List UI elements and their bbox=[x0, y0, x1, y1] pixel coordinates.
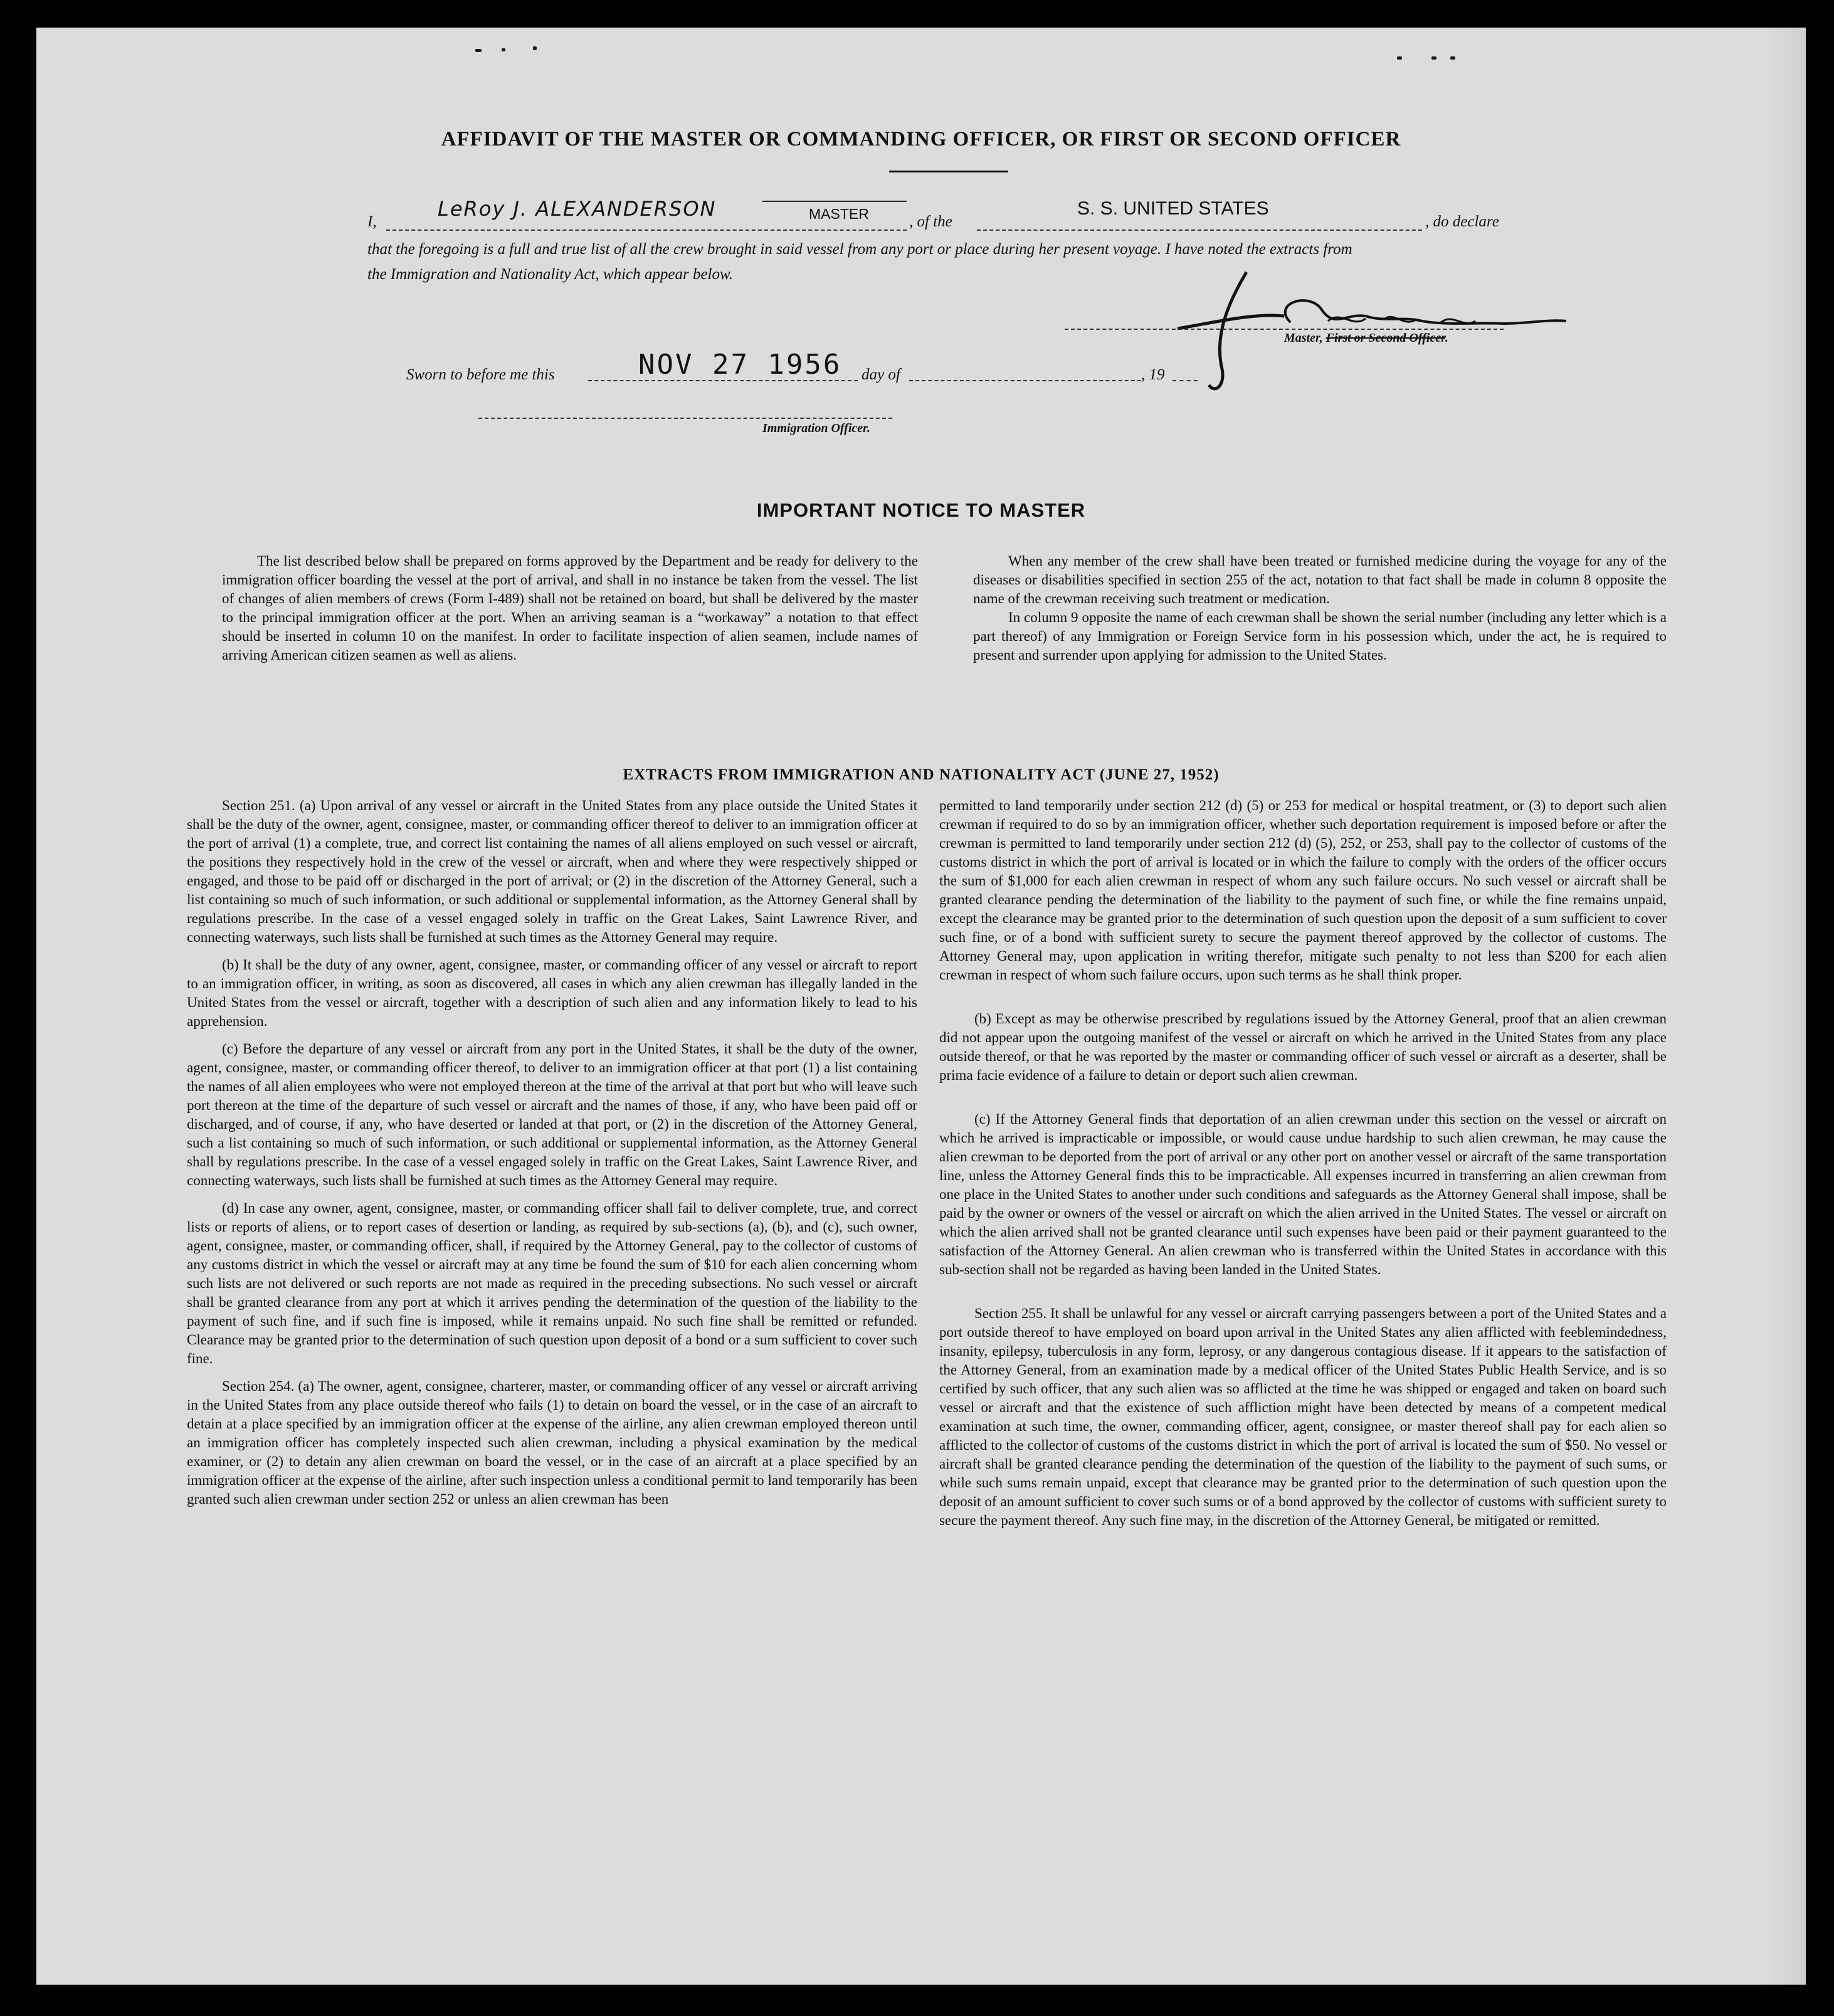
notice-right-column bbox=[973, 552, 1667, 665]
notice-right-paragraph-1: When any member of the crew shall have been treated or furnished medicine during the voyage for any of the diseases or disabilities specified in section 255 of the act, notation to that fact shall be made in column 8 opposite the name of the crewman receiving such treatment or medication. bbox=[973, 553, 1667, 606]
officer-caption: Immigration Officer. bbox=[762, 421, 870, 435]
caption-master: Master, bbox=[1284, 331, 1323, 345]
year-line bbox=[1173, 380, 1198, 381]
signature-line bbox=[1065, 329, 1504, 330]
signature-caption bbox=[1284, 331, 1448, 346]
rank-typed: MASTER bbox=[809, 206, 869, 222]
caption-end: . bbox=[1445, 331, 1448, 345]
scan-speck bbox=[502, 48, 505, 51]
date-stamp: NOV 27 1956 bbox=[638, 349, 842, 381]
section-254b: (b) Except as may be otherwise prescribed by regulations issued by the Attorney General, proof that an alien crewman did not appear upon the outgoing manifest of the vessel or aircraft on which he arrived in the United States from any place outside thereof, or that he was reported by the master or commanding officer of such vessel or aircraft as a deserter, shall be prima facie evidence of a failure to detain or deport such alien crewman. bbox=[939, 1011, 1667, 1083]
section-254a: Section 254. (a) The owner, agent, consignee, charterer, master, or commanding officer of any vessel or aircraft arriving in the United States from any place outside thereof who fails (1) to detain on board the vessel, or in the case of an aircraft to detain at a place specified by an immigration officer at the expense of the airline, any alien crewman employed thereon until an immigration officer has completely inspected such alien crewman, including a physical examination by the medical examiner, or (2) to detain any alien crewman on board the vessel, or in the case of an aircraft at a place specified by an immigration officer at the expense of the airline, after such inspection unless a conditional permit to land temporarily has been granted such alien crewman under section 252 or unless an alien crewman has been bbox=[187, 1378, 917, 1507]
section-254c: (c) If the Attorney General finds that deportation of an alien crewman under this section on the vessel or aircraft on which he arrived is impracticable or impossible, or would cause undue hardship to such alien crewman, he may cause the alien crewman to be deported from the port of arrival or any other port on another vessel or aircraft of the same transportation line, unless the Attorney General finds this to be impracticable. All expenses incurred in transferring an alien crewman from one place in the United States to another under such conditions and safeguards as the Attorney General shall impose, shall be paid by the owner or owners of the vessel or aircraft on which the alien arrived in the United States. The vessel or aircraft on which the alien arrived shall not be granted clearance until such expenses have been paid or their payment guaranteed to the satisfaction of the Attorney General. An alien crewman who is transferred within the United States in accordance with this sub-section shall not be regarded as having been landed in the United States. bbox=[939, 1111, 1667, 1277]
notice-left-column bbox=[222, 552, 918, 665]
section-251c: (c) Before the departure of any vessel or aircraft from any port in the United States, it shall be the duty of the owner, agent, consignee, master, or commanding officer thereof, to deliver to an immigration officer at that port (1) a list containing the names of all alien employees who were not employed thereon at the time of the arrival at that port but who will leave such port thereon at the time of the departure of such vessel or aircraft and the names of those, if any, who have been paid off or discharged, and of course, if any, who have deserted or landed at that port, or (2) in the discretion of the Attorney General, such a list containing so much of such information, or such additional or supplemental information, as the Attorney General shall by regulations prescribe. In the case of a vessel engaged solely in traffic on the Great Lakes, Saint Lawrence River, and connecting waterways, such lists shall be furnished at such times as the Attorney General may require. bbox=[187, 1041, 917, 1188]
declaration-line-1: that the foregoing is a full and true list of all the crew brought in said vessel from any port or place during her present voyage. I have noted the extracts from bbox=[367, 241, 1352, 258]
notice-left-paragraph: The list described below shall be prepared on forms approved by the Department and be ready for delivery to the immigration officer boarding the vessel at the port of arrival, and shall in no instance be taken from the vessel. The list of changes of alien members of crews (Form I-489) shall not be retained on board, but shall be delivered by the master to the principal immigration officer at the port. When an arriving seaman is a “workaway” a notation to that effect should be inserted in column 10 on the manifest. In order to facilitate inspection of alien seamen, include names of arriving American citizen seamen as well as aliens. bbox=[222, 553, 918, 663]
section-251a: Section 251. (a) Upon arrival of any vessel or aircraft in the United States from any place outside the United States it shall be the duty of the owner, agent, consignee, master, or commanding officer thereof to deliver to an immigration officer at the port of arrival (1) a complete, true, and correct list containing the names of all aliens employed on such vessel or aircraft, the positions they respectively hold in the crew of the vessel or aircraft, when and where they were respectively shipped or engaged, and those to be paid off or discharged in the port of arrival; or (2) in the discretion of the Attorney General, such a list containing so much of such information, or such additional or supplemental information, as the Attorney General shall by regulations prescribe. In the case of a vessel engaged solely in traffic on the Great Lakes, Saint Lawrence River, and connecting waterways, such lists shall be furnished at such times as the Attorney General may require. bbox=[187, 798, 917, 945]
title-divider bbox=[889, 171, 1008, 172]
section-255: Section 255. It shall be unlawful for any vessel or aircraft carrying passengers between a port of the United States and a port outside thereof to have employed on board upon arrival in the United States any alien afflicted with feeblemindedness, insanity, epilepsy, tuberculosis in any form, leprosy, or any dangerous contagious disease. If it appears to the satisfaction of the Attorney General, from an examination made by a medical officer of the United States Public Health Service, and is so certified by such officer, that any such alien was so afflicted at the time he was shipped or engaged and taken on board such vessel or aircraft and that the existence of such affliction might have been detected by means of a competent medical examination at such time, the owner, commanding officer, agent, consignee, or master thereof shall pay for each alien so afflicted to the collector of customs of the customs district in which the port of arrival is located the sum of $50. No vessel or aircraft shall be granted clearance pending the determination of the question of the liability to the payment of such sums, or while such sums remain unpaid, except that clearance may be granted prior to the determination of such question upon the deposit of an amount sufficient to cover such sums or of a bond approved by the collector of customs with sufficient surety to secure the payment thereof. Any such fine may, in the discretion of the Attorney General, be mitigated or remitted. bbox=[939, 1306, 1667, 1528]
vessel-field-line bbox=[977, 230, 1422, 231]
document-page bbox=[36, 28, 1806, 1985]
notice-right-paragraph-2: In column 9 opposite the name of each crewman shall be shown the serial number (including any letter which is a part thereof) of any Immigration or Foreign Service form in his possession which, under the act, he is required to present and surrender upon applying for admission to the United States. bbox=[973, 610, 1667, 663]
section-254a-continued: permitted to land temporarily under section 212 (d) (5) or 253 for medical or hospital treatment, or (3) to deport such alien crewman if required to do so by an immigration officer, whether such deportation requirement is imposed before or after the crewman is permitted to land temporarily under section 212 (d) (5), 252, or 253, shall pay to the collector of customs of the customs district in which the port of arrival is located or in which the failure to comply with the orders of the officer occurs the sum of $1,000 for each alien crewman in respect of whom any such failure occurs. No such vessel or aircraft shall be granted clearance pending the determination of the liability to the payment of such fine, or while the fine remains unpaid, except the clearance may be granted prior to the determination of such question upon the deposit of a sum sufficient to cover such fine, or of a bond with sufficient surety to secure the payment thereof approved by the collector of customs. The Attorney General may, upon application in writing therefor, mitigate such penalty to not less than $200 for each alien crewman in respect of whom such failure occurs, upon such terms as he shall think proper. bbox=[939, 798, 1667, 983]
declaration-line-2: the Immigration and Nationality Act, which appear below. bbox=[367, 266, 734, 283]
caption-struck: First or Second Officer bbox=[1325, 331, 1445, 345]
scan-speck bbox=[533, 46, 537, 50]
rank-underline bbox=[762, 201, 907, 202]
scan-speck bbox=[1431, 56, 1436, 60]
day-of-label: day of bbox=[862, 366, 900, 383]
name-handwritten: LeRoy J. ALEXANDERSON bbox=[438, 197, 717, 221]
master-signature bbox=[1178, 253, 1566, 398]
scan-speck bbox=[1450, 56, 1455, 60]
month-line bbox=[909, 380, 1141, 381]
section-251d: (d) In case any owner, agent, consignee, master, or commanding officer shall fail to deliver complete, true, and correct lists or reports of aliens, or to report cases of desertion or landing, as required by sub-sections (a), (b), and (c), such owner, agent, consignee, master, or commanding officer, shall, if required by the Attorney General, pay to the collector of customs of any customs district in which the vessel or aircraft may at any time be found the sum of $10 for each alien concerning whom such lists are not delivered or such reports are not made as required in the preceding subsections. No such vessel or aircraft shall be granted clearance from any port at which it arrives pending the determination of the question of the liability to the payment of such fine, and if such fine is imposed, while it remains unpaid. No such fine shall be remitted or refunded. Clearance may be granted prior to the determination of such question upon deposit of a bond or a sum sufficient to cover such fine. bbox=[187, 1200, 917, 1366]
extracts-left-column bbox=[187, 796, 917, 1517]
do-declare-label: , do declare bbox=[1425, 213, 1499, 230]
section-251b: (b) It shall be the duty of any owner, agent, consignee, master, or commanding officer of any vessel or aircraft to report to an immigration officer, in writing, as soon as discovered, all cases in which any alien crewman has illegally landed in the United States from the vessel or aircraft, together with a description of such alien and any information likely to lead to his apprehension. bbox=[187, 957, 917, 1029]
extracts-right-column bbox=[939, 796, 1667, 1539]
affidavit-title: AFFIDAVIT OF THE MASTER OR COMMANDING OFFICER, OR FIRST OR SECOND OFFICER bbox=[441, 128, 1401, 150]
notice-title: IMPORTANT NOTICE TO MASTER bbox=[756, 499, 1086, 521]
name-field-line bbox=[386, 230, 907, 231]
scan-speck bbox=[1397, 56, 1402, 60]
sworn-label: Sworn to before me this bbox=[406, 366, 555, 383]
scan-speck bbox=[475, 49, 482, 52]
of-the-label: , of the bbox=[909, 213, 952, 230]
officer-signature-line bbox=[478, 418, 892, 419]
extracts-title: EXTRACTS FROM IMMIGRATION AND NATIONALITY ACT (JUNE 27, 1952) bbox=[623, 766, 1220, 783]
affidavit-intro-label: I, bbox=[367, 213, 377, 230]
vessel-typed: S. S. UNITED STATES bbox=[1077, 198, 1269, 219]
year-label: , 19 bbox=[1141, 366, 1165, 383]
